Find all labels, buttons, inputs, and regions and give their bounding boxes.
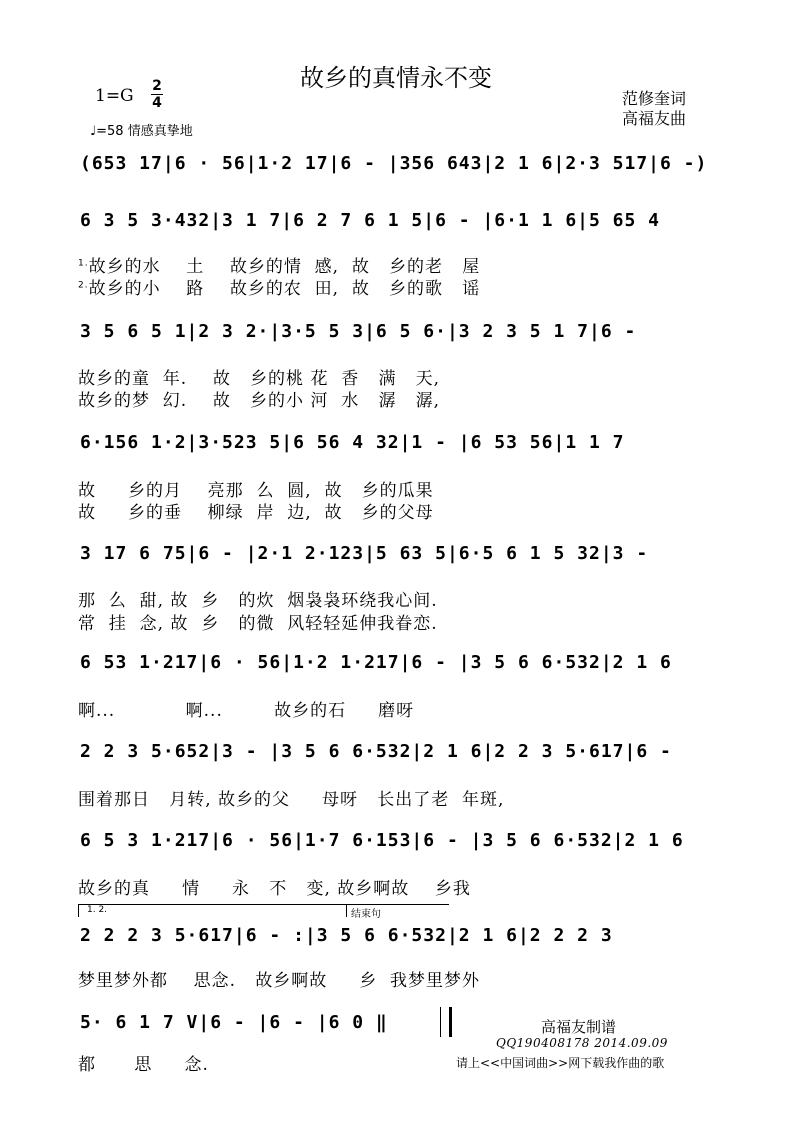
song-title: 故乡的真情永不变	[300, 64, 492, 92]
score-row-7: 2 2 3 5·652|3 - |3 5 6 6·532|2 1 6|2 2 3 5·617|6 -	[80, 741, 672, 762]
meter-top: 2	[152, 78, 162, 94]
ending-bracket: 结束句	[346, 904, 449, 917]
lyric-line-4: 故乡的梦 幻. 故 乡的小 河 水 潺 潺,	[78, 391, 441, 411]
lyric-line-10: 围着那日 月转, 故乡的父 母呀 长出了老 年斑,	[78, 790, 505, 810]
verse-number-1: 1.	[78, 258, 89, 269]
final-barline	[440, 1007, 452, 1037]
lyric-text-2: 故乡的小 路 故乡的农 田, 故 乡的歌 谣	[88, 279, 481, 299]
contact-date: QQ190408178 2014.09.09	[496, 1036, 668, 1050]
composer-credit: 高福友曲	[622, 109, 687, 128]
score-row-4: 6·156 1·2|3·523 5|6 56 4 32|1 - |6 53 56|1 1 7	[80, 432, 625, 453]
download-note: 请上<<中国词曲>>网下载我作曲的歌	[456, 1056, 665, 1070]
key-signature: 1=G	[95, 86, 134, 106]
lyric-line-9: 啊... 啊... 故乡的石 磨呀	[78, 701, 415, 721]
volta-bracket: 1. 2.	[78, 904, 349, 917]
score-row-2: 6 3 5 3·432|3 1 7|6 2 7 6 1 5|6 - |6·1 1 6|5 65 4	[80, 210, 661, 231]
lyric-line-13: 都 思 念.	[78, 1055, 209, 1075]
lyric-line-6: 故 乡的垂 柳绿 岸 边, 故 乡的父母	[78, 503, 434, 523]
lyric-line-8: 常 挂 念, 故 乡 的微 风轻轻延伸我眷恋.	[78, 614, 438, 634]
score-row-3: 3 5 6 5 1|2 3 2·|3·5 5 3|6 5 6·|3 2 3 5 1 7|6 -	[80, 321, 637, 342]
meter-bottom: 4	[152, 95, 162, 111]
lyric-text-1: 故乡的水 土 故乡的情 感, 故 乡的老 屋	[88, 257, 481, 277]
lyric-line-2	[78, 274, 718, 299]
score-row-5: 3 17 6 75|6 - |2·1 2·123|5 63 5|6·5 6 1 5 32|3 -	[80, 543, 649, 564]
lyric-line-5: 故 乡的月 亮那 么 圆, 故 乡的瓜果	[78, 481, 434, 501]
score-row-1: (653 17|6 · 56|1·2 17|6 - |356 643|2 1 6|2·3 517|6 -)	[80, 153, 708, 174]
lyricist-credit: 范修奎词	[622, 89, 687, 108]
score-row-6: 6 53 1·217|6 · 56|1·2 1·217|6 - |3 5 6 6·532|2 1 6	[80, 652, 672, 673]
score-maker: 高福友制谱	[541, 1018, 617, 1036]
score-row-8: 6 5 3 1·217|6 · 56|1·7 6·153|6 - |3 5 6 6·532|2 1 6	[80, 830, 684, 851]
score-row-10: 5· 6 1 7 V|6 - |6 - |6 0 ‖	[80, 1012, 388, 1033]
verse-number-2: 2.	[78, 280, 89, 291]
lyric-line-11: 故乡的真 情 永 不 变, 故乡啊故 乡我	[78, 879, 471, 899]
lyric-line-7: 那 么 甜, 故 乡 的炊 烟袅袅环绕我心间.	[78, 591, 438, 611]
lyric-line-12: 梦里梦外都 思念. 故乡啊故 乡 我梦里梦外	[78, 971, 481, 991]
lyric-line-3: 故乡的童 年. 故 乡的桃 花 香 满 天,	[78, 369, 441, 389]
tempo-marking: ♩=58 情感真挚地	[90, 124, 193, 139]
score-row-9: 2 2 2 3 5·617|6 - :|3 5 6 6·532|2 1 6|2 2 2 3	[80, 925, 613, 946]
time-signature	[150, 78, 164, 111]
